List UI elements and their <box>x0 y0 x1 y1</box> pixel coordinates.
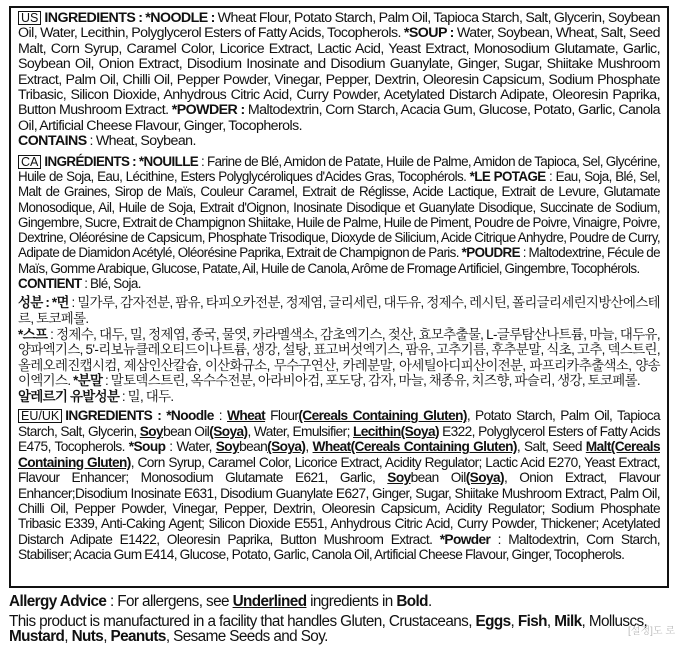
allergen-soya: (Soya) <box>209 423 248 439</box>
eu-powder-label: *Powder <box>439 531 491 547</box>
eu-text: : <box>213 408 228 424</box>
ko-powder-label: *분말 <box>73 373 103 389</box>
allergen-soy: Soy <box>387 470 411 486</box>
eu-noodle-label: : *Noodle <box>152 408 214 424</box>
allergy-advice-label: Allergy Advice <box>9 593 107 610</box>
eu-text: , Salt, Seed <box>516 439 586 455</box>
ca-contains-text: : Blé, Soja. <box>81 276 141 292</box>
footer-text: This product is manufactured in a facility that handles Gluten, Crustaceans, <box>9 612 476 630</box>
footer-text: , <box>64 628 72 645</box>
bold-word: Bold <box>396 593 428 610</box>
eu-text: , Water, Emulsifier; <box>247 423 354 439</box>
footer-text: : For allergens, see <box>106 593 233 610</box>
allergen-soya: (Soya) <box>465 470 504 486</box>
allergen-peanuts: Peanuts <box>110 628 166 645</box>
us-noodle-text: Wheat Flour, Potato Starch, Palm Oil, Tapioca Starch, Salt, Glycerin, Soybean Oil, Water, Lecithin, Polyglycerol Esters of Fatty Acids, Tocopherols. <box>18 10 660 42</box>
eu-heading: INGREDIENTS <box>65 408 153 424</box>
eu-soup-label: *Soup <box>128 439 166 455</box>
eu-text: bean Oil <box>410 470 466 486</box>
ca-noodle-label: : *NOUILLE <box>129 153 199 169</box>
allergen-malt-gluten: Malt(Cereals Containing Gluten) <box>18 439 660 470</box>
allergen-milk: Milk <box>554 612 582 630</box>
eu-uk-flag-badge: EU/UK <box>18 409 62 423</box>
allergen-gluten: (Cereals Containing Gluten) <box>298 408 467 424</box>
ko-soup-text: : 정제수, 대두, 밀, 정제염, 종국, 물엿, 카라멜색소, 감초엑기스, 젖산, 효모추출물, L-글루탐산나트륨, 마늘, 대두유, 양파엑기스, 5'-리보뉴클레오티드이나트륨, 생강, 설탕, 표고버섯엑기스, 팜유, 고추기름, 후추분말, 식초, 고추, 덱스트린, 올레오레진캡시컴, 제삼인산칼슘, 이산화규소, 무수구연산, 카레분말, 아세틸아디피산이전분, 파프리카추출색소, 양송이엑기스. <box>18 326 660 389</box>
eu-text: bean Oil <box>163 423 210 439</box>
ca-heading: INGRÉDIENTS <box>44 153 130 169</box>
us-powder-label: *POWDER : <box>171 102 245 119</box>
us-contains-label: CONTAINS <box>18 133 87 150</box>
allergen-wheat-gluten: Wheat(Cereals Containing Gluten) <box>312 439 517 455</box>
allergen-lecithin-soya: Lecithin(Soya) <box>353 423 439 439</box>
ca-powder-text: : Maltodextrine, Fécule de Maïs, Gomme Arabique, Glucose, Patate, Ail, Huile de Canola, Arôme de Fromage Artificiel, Gingembre, Tocophérols. <box>18 245 661 276</box>
ko-ingredients <box>18 295 660 404</box>
eu-text: Flour <box>265 408 299 424</box>
eu-text: , Potato Starch, Palm Oil, Tapioca Starch, Salt, Glycerin, <box>18 408 661 439</box>
ca-contains-label: CONTIENT <box>18 276 82 292</box>
eu-text: , Onion Extract, Flavour Enhancer;Disodium Inosinate E631, Disodium Guanylate E627, Ginger, Sugar, Shiitake Mushroom Extract, Palm Oil, Chilli Oil, Pepper Powder, Vinegar, Pepper, Dextrin, Oleoresin Capsicum, Acidity Regulator; Sodium Phosphate Tribasic E339, Anti-Caking Agent; Silicon Dioxide E551, Anhydrous Citric Acid, Curry Powder, Thickener; Acetylated Distarch Adipate E1422, Oleoresin Paprika, Button Mushroom Extract. <box>18 470 661 547</box>
eu-text: : Maltodextrin, Corn Starch, Stabiliser; Acacia Gum E414, Glucose, Potato, Garlic, Canola Oil, Artificial Cheese Flavour, Ginger, Tocopherols. <box>18 531 660 563</box>
footer-text: , <box>510 612 518 630</box>
allergen-soy: Soy <box>215 439 240 455</box>
underlined-word: Underlined <box>232 593 307 610</box>
ca-ingredients <box>18 154 660 292</box>
ca-powder-label: *POUDRE <box>461 245 520 261</box>
allergy-footer <box>9 594 674 645</box>
allergen-nuts: Nuts <box>71 628 104 645</box>
footer-text: , <box>546 612 555 630</box>
footer-text: . <box>427 593 432 610</box>
allergen-eggs: Eggs <box>475 612 511 630</box>
footer-text: ingredients in <box>306 593 397 610</box>
us-heading: INGREDIENTS : <box>44 10 146 26</box>
footer-text: , Molluscs, <box>581 612 648 630</box>
footer-text: , Sesame Seeds and Soy. <box>165 628 328 645</box>
allergen-fish: Fish <box>517 612 547 630</box>
ca-soup-text: : Eau, Soja, Blé, Sel, Malt de Graines, Sirop de Maïs, Couleur Caramel, Extrait de Réglisse, Acide Lactique, Extrait de Levure, Glutamate Monosodique, Ail, Huile de Soja, Extrait d'Oignon, Inosinate Disodique et Guanylate Disodique, Succinate de Sodium, Gingembre, Sucre, Extrait de Champignon Shiitake, Huile de Palme, Huile de Piment, Poudre de Poivre, Vinaigre, Poivre, Dextrine, Oléorésine de Capsicum, Phosphate Trisodique, Dioxyde de Silicium, Acide Citrique Anhydre, Poudre de Curry, Adipate de Diamidon Acétylé, Oléorésine Paprika, Extrait de Champignon de Paris. <box>18 168 660 261</box>
ko-noodle-label: : *면 <box>42 295 69 311</box>
us-noodle-label: *NOODLE : <box>145 10 215 26</box>
facility-statement <box>9 614 674 645</box>
eu-text: , <box>305 439 313 455</box>
footer-text: , <box>103 628 111 645</box>
ca-noodle-text: : Farine de Blé, Amidon de Patate, Huile de Palme, Amidon de Tapioca, Sel, Glycérine, Huile de Soja, Eau, Lécithine, Esters Polyglycéroliques d'Acides Gras, Tocophérols. <box>18 153 661 184</box>
eu-text: E322, Polyglycerol Esters of Fatty Acids E475, Tocopherols. <box>18 423 661 455</box>
eu-text: , Corn Syrup, Caramel Color, Licorice Extract, Acidity Regulator; Lactic Acid E270, Yeast Extract, Flavour Enhancer; Monosodium Glutamate E621, Garlic, <box>18 454 661 486</box>
ca-flag-badge: CA <box>18 155 41 169</box>
allergen-mustard: Mustard <box>9 628 65 645</box>
ko-allergy-label: 알레르기 유발성분 <box>18 388 120 404</box>
eu-uk-ingredients <box>18 408 660 562</box>
allergen-soy: Soy <box>139 423 164 439</box>
us-soup-label: *SOUP : <box>403 25 454 42</box>
us-contains-text: : Wheat, Soybean. <box>86 133 196 150</box>
us-flag-badge: US <box>18 11 41 25</box>
ko-allergy-text: : 밀, 대두. <box>119 388 174 404</box>
allergy-advice <box>9 594 674 610</box>
us-soup-text: Water, Soybean, Wheat, Salt, Seed Malt, Corn Syrup, Caramel Color, Licorice Extract, Lactic Acid, Yeast Extract, Monosodium Glutamate, Garlic, Soybean Oil, Onion Extract, Disodium Inosinate and Disodium Guanylate, Ginger, Sugar, Shiitake Mushroom Extract, Palm Oil, Chilli Oil, Pepper Powder, Vinegar, Pepper, Dextrin, Oleoresin Capsicum, Sodium Phosphate Tribasic, Silicon Dioxide, Anhydrous Citric Acid, Curry Powder, Acetylated Distarch Adipate, Oleoresin Paprika, Button Mushroom Extract. <box>18 25 660 119</box>
allergen-soya: (Soya) <box>267 439 306 455</box>
ingredients-label-box <box>9 6 669 588</box>
us-ingredients <box>18 11 660 150</box>
allergen-wheat: Wheat <box>227 408 266 424</box>
ko-noodle-text: : 밀가루, 감자전분, 팜유, 타피오카전분, 정제염, 글리세린, 대두유, 정제수, 레시틴, 폴리글리세린지방산에스테르, 토코페롤. <box>18 295 661 326</box>
ko-soup-label: *스프 <box>18 326 48 342</box>
watermark-stamp: [설정]도 로 <box>628 626 675 637</box>
eu-text: bean <box>239 439 268 455</box>
ca-soup-label: *LE POTAGE <box>469 168 546 184</box>
ko-heading: 성분 <box>18 295 43 311</box>
us-powder-text: Maltodextrin, Corn Starch, Acacia Gum, Glucose, Potato, Garlic, Canola Oil, Artificial Cheese Flavour, Ginger, Tocopherols. <box>18 102 660 134</box>
eu-text: : Water, <box>165 439 216 455</box>
ko-powder-text: : 말토덱스트린, 옥수수전분, 아라비아검, 포도당, 감자, 마늘, 채종유, 치즈향, 파슬리, 생강, 토코페롤. <box>102 373 641 389</box>
